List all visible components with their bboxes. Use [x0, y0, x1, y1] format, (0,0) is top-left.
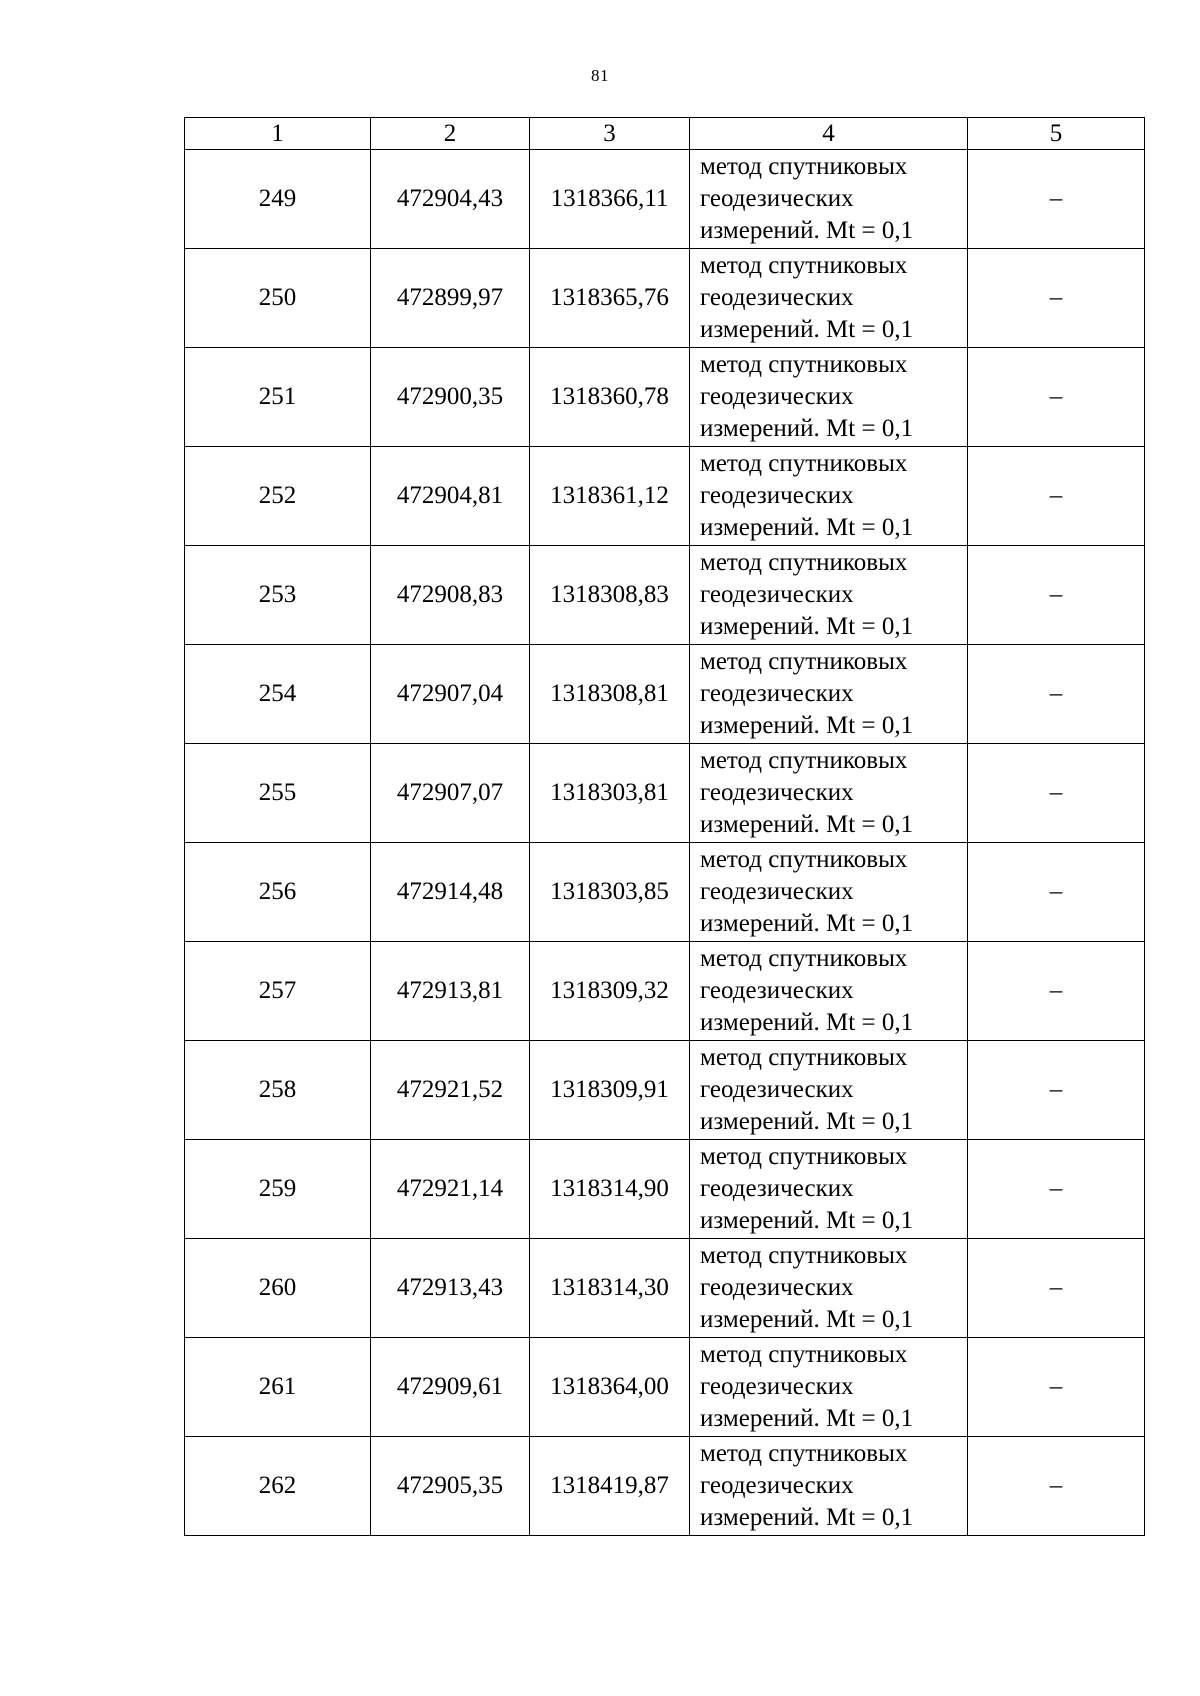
- method-line: геодезических: [700, 779, 854, 806]
- note-cell: –: [968, 1338, 1145, 1437]
- table-row: [185, 348, 1145, 447]
- method-line: метод спутниковых: [700, 1440, 908, 1467]
- point-number-cell: 255: [185, 744, 371, 843]
- table-header-row: [185, 118, 1145, 150]
- note-cell: –: [968, 348, 1145, 447]
- method-cell: [690, 744, 968, 843]
- method-line: метод спутниковых: [700, 1143, 908, 1170]
- y-coordinate-cell: 1318366,11: [530, 150, 690, 249]
- method-line: геодезических: [700, 581, 854, 608]
- method-line: метод спутниковых: [700, 1242, 908, 1269]
- note-cell: –: [968, 447, 1145, 546]
- method-cell: [690, 546, 968, 645]
- note-cell: –: [968, 150, 1145, 249]
- column-header-4: 4: [690, 118, 968, 150]
- table-row: [185, 1140, 1145, 1239]
- y-coordinate-cell: 1318419,87: [530, 1437, 690, 1536]
- method-line: метод спутниковых: [700, 153, 908, 180]
- point-number-cell: 257: [185, 942, 371, 1041]
- y-coordinate-cell: 1318361,12: [530, 447, 690, 546]
- y-coordinate-cell: 1318314,30: [530, 1239, 690, 1338]
- y-coordinate-cell: 1318314,90: [530, 1140, 690, 1239]
- method-line: измерений. Mt = 0,1: [700, 1009, 914, 1036]
- table-row: [185, 447, 1145, 546]
- page-number: 81: [591, 66, 609, 85]
- method-line: метод спутниковых: [700, 1341, 908, 1368]
- method-line: метод спутниковых: [700, 252, 908, 279]
- method-line: геодезических: [700, 1472, 854, 1499]
- y-coordinate-cell: 1318308,83: [530, 546, 690, 645]
- point-number-cell: 260: [185, 1239, 371, 1338]
- note-cell: –: [968, 942, 1145, 1041]
- method-line: метод спутниковых: [700, 549, 908, 576]
- note-cell: –: [968, 645, 1145, 744]
- point-number-cell: 259: [185, 1140, 371, 1239]
- method-line: измерений. Mt = 0,1: [700, 316, 914, 343]
- table-row: [185, 843, 1145, 942]
- method-line: метод спутниковых: [700, 648, 908, 675]
- x-coordinate-cell: 472905,35: [371, 1437, 530, 1536]
- y-coordinate-cell: 1318360,78: [530, 348, 690, 447]
- note-cell: –: [968, 249, 1145, 348]
- table-row: [185, 645, 1145, 744]
- y-coordinate-cell: 1318309,32: [530, 942, 690, 1041]
- method-cell: [690, 249, 968, 348]
- method-cell: [690, 1437, 968, 1536]
- column-header-3: 3: [530, 118, 690, 150]
- method-line: геодезических: [700, 284, 854, 311]
- table-row: [185, 249, 1145, 348]
- method-line: геодезических: [700, 977, 854, 1004]
- table-row: [185, 1041, 1145, 1140]
- method-line: геодезических: [700, 1175, 854, 1202]
- table-body: [185, 150, 1145, 1536]
- x-coordinate-cell: 472909,61: [371, 1338, 530, 1437]
- x-coordinate-cell: 472904,43: [371, 150, 530, 249]
- y-coordinate-cell: 1318308,81: [530, 645, 690, 744]
- method-line: геодезических: [700, 878, 854, 905]
- y-coordinate-cell: 1318364,00: [530, 1338, 690, 1437]
- x-coordinate-cell: 472904,81: [371, 447, 530, 546]
- note-cell: –: [968, 744, 1145, 843]
- column-header-2: 2: [371, 118, 530, 150]
- x-coordinate-cell: 472914,48: [371, 843, 530, 942]
- table-row: [185, 546, 1145, 645]
- method-line: метод спутниковых: [700, 351, 908, 378]
- x-coordinate-cell: 472921,14: [371, 1140, 530, 1239]
- note-cell: –: [968, 546, 1145, 645]
- method-line: измерений. Mt = 0,1: [700, 613, 914, 640]
- note-cell: –: [968, 1041, 1145, 1140]
- point-number-cell: 249: [185, 150, 371, 249]
- x-coordinate-cell: 472913,43: [371, 1239, 530, 1338]
- x-coordinate-cell: 472900,35: [371, 348, 530, 447]
- x-coordinate-cell: 472908,83: [371, 546, 530, 645]
- point-number-cell: 252: [185, 447, 371, 546]
- note-cell: –: [968, 1140, 1145, 1239]
- note-cell: –: [968, 1437, 1145, 1536]
- note-cell: –: [968, 1239, 1145, 1338]
- table-row: [185, 1437, 1145, 1536]
- method-line: геодезических: [700, 1373, 854, 1400]
- coordinates-table: [184, 117, 1145, 1536]
- method-cell: [690, 1239, 968, 1338]
- y-coordinate-cell: 1318303,85: [530, 843, 690, 942]
- method-line: измерений. Mt = 0,1: [700, 415, 914, 442]
- method-line: геодезических: [700, 1274, 854, 1301]
- method-line: измерений. Mt = 0,1: [700, 712, 914, 739]
- table-row: [185, 942, 1145, 1041]
- method-cell: [690, 1041, 968, 1140]
- point-number-cell: 256: [185, 843, 371, 942]
- method-line: измерений. Mt = 0,1: [700, 1207, 914, 1234]
- point-number-cell: 262: [185, 1437, 371, 1536]
- method-line: измерений. Mt = 0,1: [700, 1108, 914, 1135]
- method-cell: [690, 447, 968, 546]
- method-line: измерений. Mt = 0,1: [700, 514, 914, 541]
- method-line: метод спутниковых: [700, 945, 908, 972]
- table-row: [185, 150, 1145, 249]
- method-line: метод спутниковых: [700, 747, 908, 774]
- method-line: метод спутниковых: [700, 1044, 908, 1071]
- y-coordinate-cell: 1318303,81: [530, 744, 690, 843]
- method-cell: [690, 645, 968, 744]
- table-row: [185, 1239, 1145, 1338]
- method-line: геодезических: [700, 680, 854, 707]
- x-coordinate-cell: 472913,81: [371, 942, 530, 1041]
- method-cell: [690, 150, 968, 249]
- note-cell: –: [968, 843, 1145, 942]
- method-line: измерений. Mt = 0,1: [700, 1504, 914, 1531]
- method-line: измерений. Mt = 0,1: [700, 1405, 914, 1432]
- table-header: [185, 118, 1145, 150]
- point-number-cell: 261: [185, 1338, 371, 1437]
- method-cell: [690, 1140, 968, 1239]
- method-line: метод спутниковых: [700, 450, 908, 477]
- method-line: метод спутниковых: [700, 846, 908, 873]
- x-coordinate-cell: 472921,52: [371, 1041, 530, 1140]
- point-number-cell: 254: [185, 645, 371, 744]
- method-cell: [690, 1338, 968, 1437]
- column-header-1: 1: [185, 118, 371, 150]
- y-coordinate-cell: 1318365,76: [530, 249, 690, 348]
- method-line: измерений. Mt = 0,1: [700, 1306, 914, 1333]
- method-cell: [690, 843, 968, 942]
- point-number-cell: 251: [185, 348, 371, 447]
- x-coordinate-cell: 472907,07: [371, 744, 530, 843]
- table-row: [185, 744, 1145, 843]
- method-line: геодезических: [700, 383, 854, 410]
- method-line: измерений. Mt = 0,1: [700, 217, 914, 244]
- column-header-5: 5: [968, 118, 1145, 150]
- method-cell: [690, 348, 968, 447]
- method-line: геодезических: [700, 185, 854, 212]
- method-cell: [690, 942, 968, 1041]
- method-line: измерений. Mt = 0,1: [700, 910, 914, 937]
- point-number-cell: 258: [185, 1041, 371, 1140]
- method-line: геодезических: [700, 1076, 854, 1103]
- table-row: [185, 1338, 1145, 1437]
- method-line: геодезических: [700, 482, 854, 509]
- method-line: измерений. Mt = 0,1: [700, 811, 914, 838]
- y-coordinate-cell: 1318309,91: [530, 1041, 690, 1140]
- point-number-cell: 250: [185, 249, 371, 348]
- x-coordinate-cell: 472907,04: [371, 645, 530, 744]
- point-number-cell: 253: [185, 546, 371, 645]
- x-coordinate-cell: 472899,97: [371, 249, 530, 348]
